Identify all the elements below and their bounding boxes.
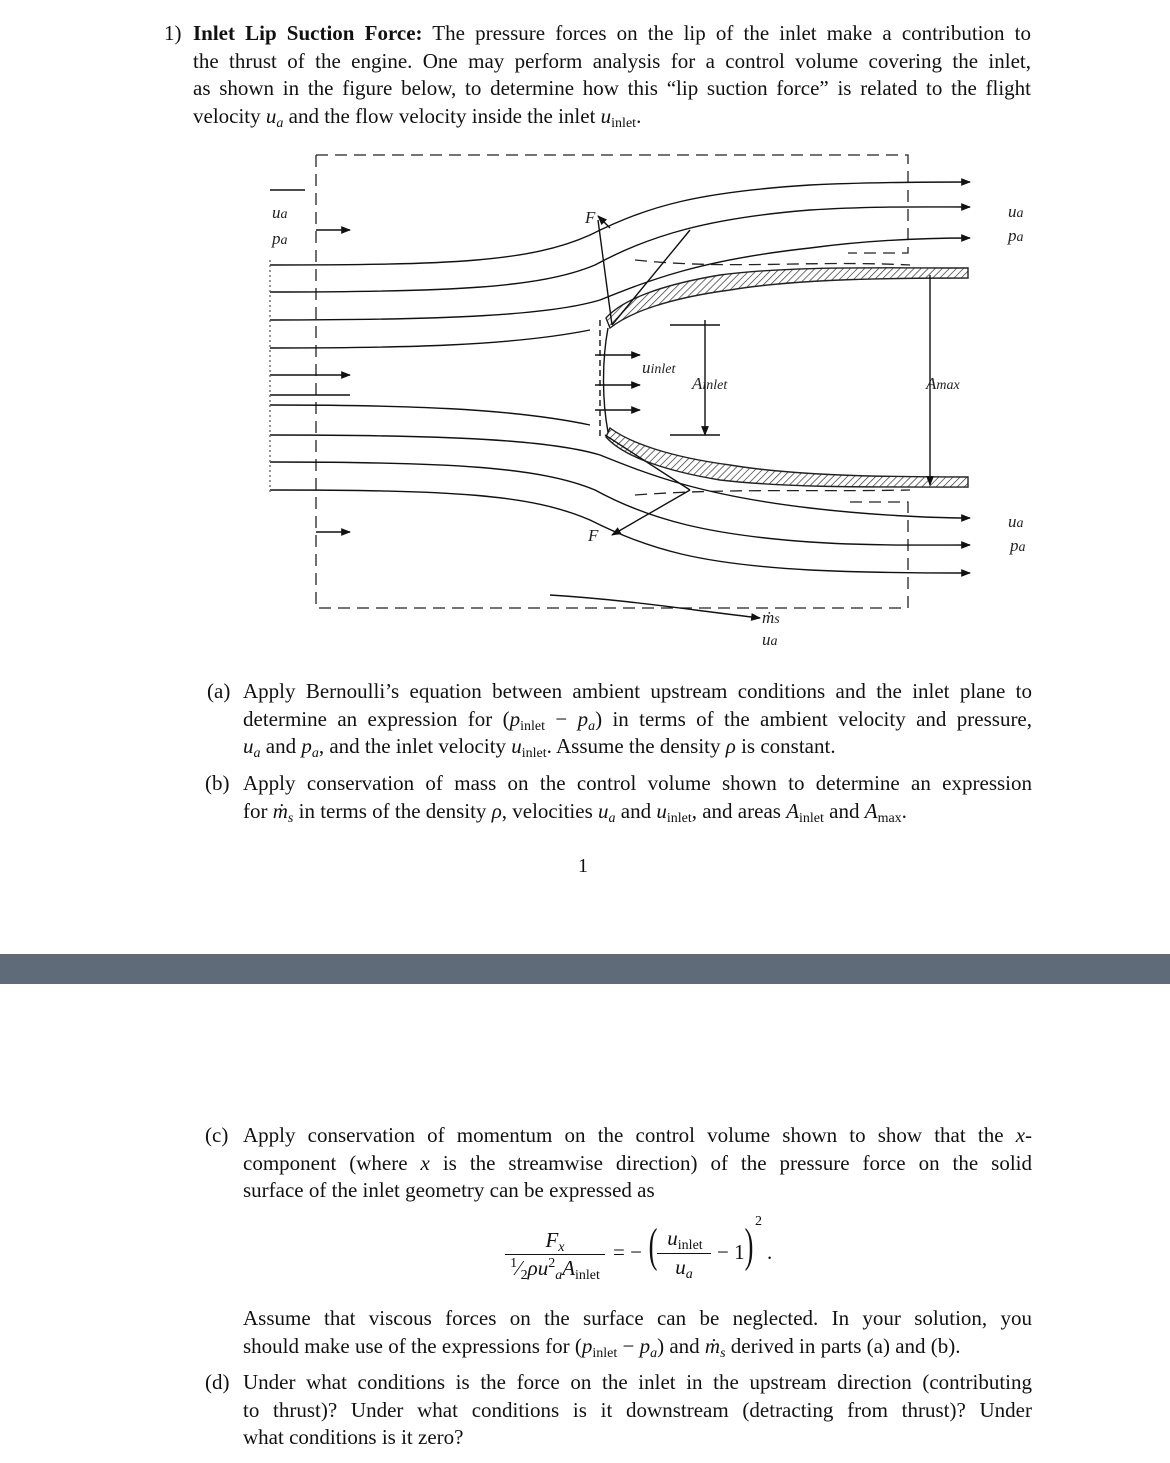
part-a-text: Apply Bernoulli’s equation between ambient upstream conditions and the inlet plane to determine an expression for $(p_{inlet} - p_a)$ in terms of the ambient velocity and pressure, $u_a$ and $p_a$, and the inlet velocity $u_{inlet}$. Assume the density ρ is constant. <box>243 679 1033 761</box>
part-c-text: Apply conservation of momentum on the control volume shown to show that the x- component (where x is the streamwise direction) of the pressure force on the solid surface of the inlet geometry can be expressed as <box>243 1123 1033 1202</box>
intro-line-3: as shown in the figure below, to determine how this “lip suction force” is related to the flight <box>193 76 1031 100</box>
problem-number: 1) <box>164 21 182 45</box>
label-pa-right-bottom: pa <box>1010 536 1026 555</box>
part-d-label: (d) <box>205 1370 230 1394</box>
label-ua-bottom: ua <box>762 630 778 649</box>
part-c-label: (c) <box>205 1123 229 1147</box>
label-ua-right-top: ua <box>1008 202 1024 221</box>
lower-cowl <box>606 428 968 487</box>
upper-cowl <box>606 268 968 328</box>
page-bottom <box>0 984 1170 1463</box>
page-divider <box>0 954 1170 984</box>
label-force-top: F <box>585 208 596 227</box>
inlet-control-volume-figure <box>250 140 1030 660</box>
label-ua-right-bottom: ua <box>1008 512 1024 531</box>
control-volume-boundary <box>316 155 910 608</box>
intro-line-1: Inlet Lip Suction Force: The pressure forces on the lip of the inlet make a contribution to <box>193 21 1031 45</box>
intro-line-2: the thrust of the engine. One may perform analysis for a control volume covering the inlet, <box>193 48 1031 73</box>
intro-line-4: velocity $u_a$ and the flow velocity inside the inlet $u_{inlet}$. <box>193 103 642 131</box>
label-a-inlet: Ainlet <box>692 374 728 393</box>
part-b-label: (b) <box>205 771 230 795</box>
label-pa-left: pa <box>272 229 288 248</box>
label-pa-right-top: pa <box>1008 226 1024 245</box>
problem-intro <box>193 20 1031 130</box>
part-b-text: Apply conservation of mass on the control volume shown to determine an expression for ṁ$_s$ in terms of the density ρ, velocities $u_a$ and $u_{inlet}$, and areas $A_{inlet}$ and $A_{max}$. <box>243 771 1032 826</box>
label-u-inlet: uinlet <box>642 358 676 377</box>
label-ua-left: ua <box>272 203 288 222</box>
part-d-text: Under what conditions is the force on the inlet in the upstream direction (contributing to thrust)? Under what conditions is it downstream (detracting from thrust)? Under what conditions is it zero? <box>243 1370 1032 1449</box>
part-a-label: (a) <box>207 679 231 703</box>
label-a-max: Amax <box>926 374 960 393</box>
spill-arrow <box>550 595 760 618</box>
figure-drawing <box>250 140 1030 660</box>
streamlines <box>270 182 970 573</box>
problem-title: Inlet Lip Suction Force: <box>193 21 423 45</box>
label-ms: ṁs <box>762 608 780 627</box>
page-number: 1 <box>578 855 588 877</box>
part-c-followup: Assume that viscous forces on the surface can be neglected. In your solution, you should make use of the expressions for $(p_{inlet} - p_a)$ and ṁ$_s$ derived in parts (a) and (b). <box>243 1306 1032 1361</box>
label-force-bottom: F <box>588 526 599 545</box>
force-equation: $F_x$ $^1⁄_2\rho u^2_aA_{inlet}$ = − ( $u_{inlet}$ $u_a$ − 1 ) 2 . <box>505 1220 795 1290</box>
